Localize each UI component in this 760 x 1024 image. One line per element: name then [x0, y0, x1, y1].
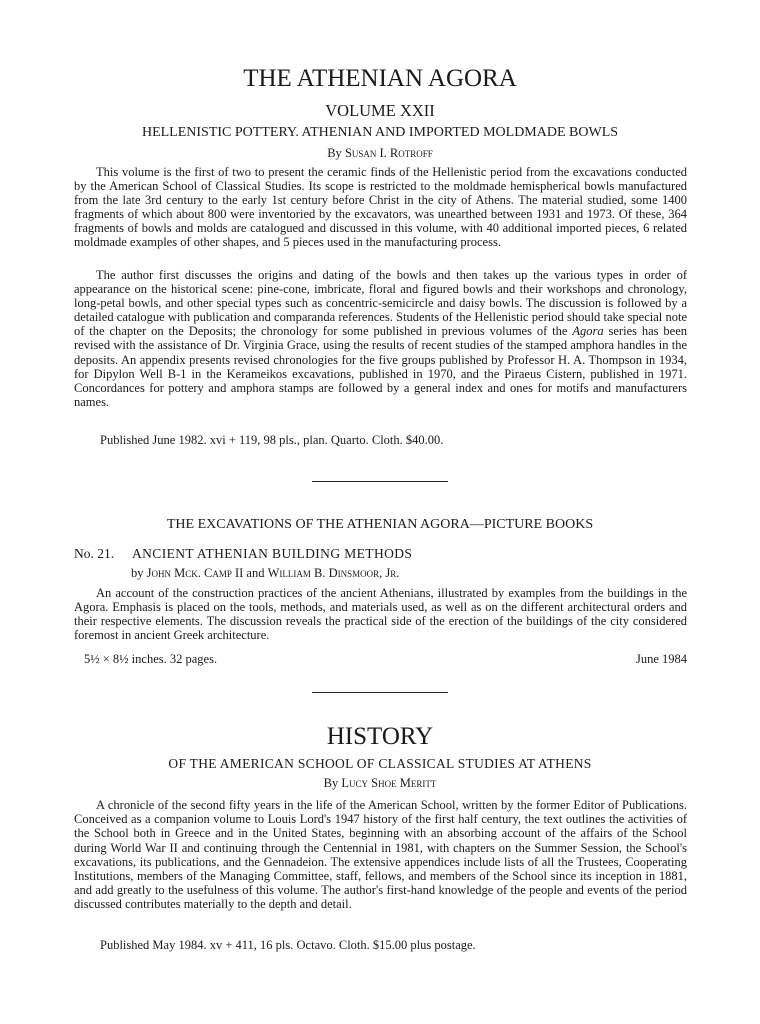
section2-series-title: THE EXCAVATIONS OF THE ATHENIAN AGORA—PICTURE BOOKS	[166, 517, 594, 532]
section3-author-name: Lucy Shoe Meritt	[341, 776, 437, 790]
section1-author-line	[0, 145, 760, 161]
section1-publication-info: Published June 1982. xvi + 119, 98 pls., plan. Quarto. Cloth. $40.00.	[100, 433, 444, 447]
section3-author-prefix: By	[323, 776, 339, 790]
section3-title: HISTORY	[326, 723, 434, 750]
section1-title: THE ATHENIAN AGORA	[243, 65, 517, 92]
section1-paragraph-2-part-b: series has been revised with the assistance of Dr. Virginia Grace, using the results of recent studies of the stamped amphora handles in the deposits. An appendix presents revised chronologies for the five groups published by Professor H. A. Thompson in 1934, for Dipylon Well B-1 in the Kerameikos excavations, published in 1970, and the Piraeus Cistern, published in 1971. Concordances for pottery and amphora stamps are followed by a general index and ones for motifs and manufacturers names.	[74, 324, 688, 409]
section2-author-joiner: and	[246, 566, 265, 580]
section2-size-info: 5½ × 8½ inches. 32 pages.	[84, 652, 218, 666]
section1-volume: VOLUME XXII	[325, 101, 435, 120]
section1-subtitle: HELLENISTIC POTTERY. ATHENIAN AND IMPORTED MOLDMADE BOWLS	[141, 125, 619, 140]
section2-author-line	[131, 565, 399, 581]
section3-publication-info: Published May 1984. xv + 411, 16 pls. Octavo. Cloth. $15.00 plus postage.	[100, 938, 476, 952]
section2-title: ANCIENT ATHENIAN BUILDING METHODS	[132, 546, 413, 561]
section1-paragraph-1: This volume is the first of two to present the ceramic finds of the Hellenistic period from the excavations conducted by the American School of Classical Studies. Its scope is restricted to the moldmade hemispherical bowls manufactured from the late 3rd century to the early 1st century before Christ in the city of Athens. The material studied, some 1400 fragments of which about 800 were inventoried by the excavators, was unearthed between 1931 and 1973. Of these, 364 fragments of bowls and molds are catalogued and discussed in this volume, with 40 additional imported pieces, 6 related moldmade examples of other shapes, and 5 pieces used in the manufacturing process.	[74, 165, 687, 250]
section1-paragraph-2	[74, 268, 687, 409]
section2-author-2: William B. Dinsmoor, Jr.	[267, 566, 400, 580]
section1-paragraph-2-part-a: The author first discusses the origins and dating of the bowls and then takes up the various types in order of appearance on the historical scene: pine-cone, imbricate, floral and figured bowls and their workshops and chronology, long-petal bowls, and other special types such as concentric-semicircle and daisy bowls. The discussion is followed by a detailed catalogue with publication and comparanda references. Students of the Hellenistic period should take special note of the chapter on the Deposits; the chronology for some published in previous volumes of the	[74, 268, 687, 339]
section2-author-prefix: by	[131, 566, 144, 580]
section2-date: June 1984	[635, 652, 687, 666]
divider-rule	[312, 481, 448, 482]
section2-number: No. 21.	[74, 546, 115, 561]
divider-rule	[312, 692, 448, 693]
section3-author-line	[0, 775, 760, 791]
section2-paragraph-1: An account of the construction practices of the ancient Athenians, illustrated by examples from the buildings in the Agora. Emphasis is placed on the tools, methods, and materials used, as well as on the different architectural orders and their respective elements. The discussion reveals the practical side of the erection of the buildings of the city considered foremost in ancient Greek architecture.	[74, 586, 687, 643]
section1-paragraph-2-italic: Agora	[572, 324, 604, 339]
section3-subtitle: OF THE AMERICAN SCHOOL OF CLASSICAL STUDIES AT ATHENS	[168, 756, 592, 771]
section2-author-1: John Mck. Camp II	[146, 566, 244, 580]
section3-paragraph-1: A chronicle of the second fifty years in the life of the American School, written by the former Editor of Publications. Conceived as a companion volume to Louis Lord's 1947 history of the first half century, the text outlines the activities of the School both in Greece and in the United States, beginning with an absorbing account of the affairs of the School during World War II and continuing through the Centennial in 1981, with chapters on the Summer Session, the School's excavations, its publications, and the Gennadeion. The extensive appendices include lists of all the Trustees, Cooperating Institutions, members of the Managing Committee, staff, fellows, and members of the School since its inception in 1881, and add greatly to the usefulness of this volume. The author's first-hand knowledge of the people and events of the period discussed contributes materially to the depth and detail.	[74, 798, 687, 912]
section1-author-prefix: By	[327, 146, 342, 160]
section1-author-name: Susan I. Rotroff	[344, 146, 433, 160]
